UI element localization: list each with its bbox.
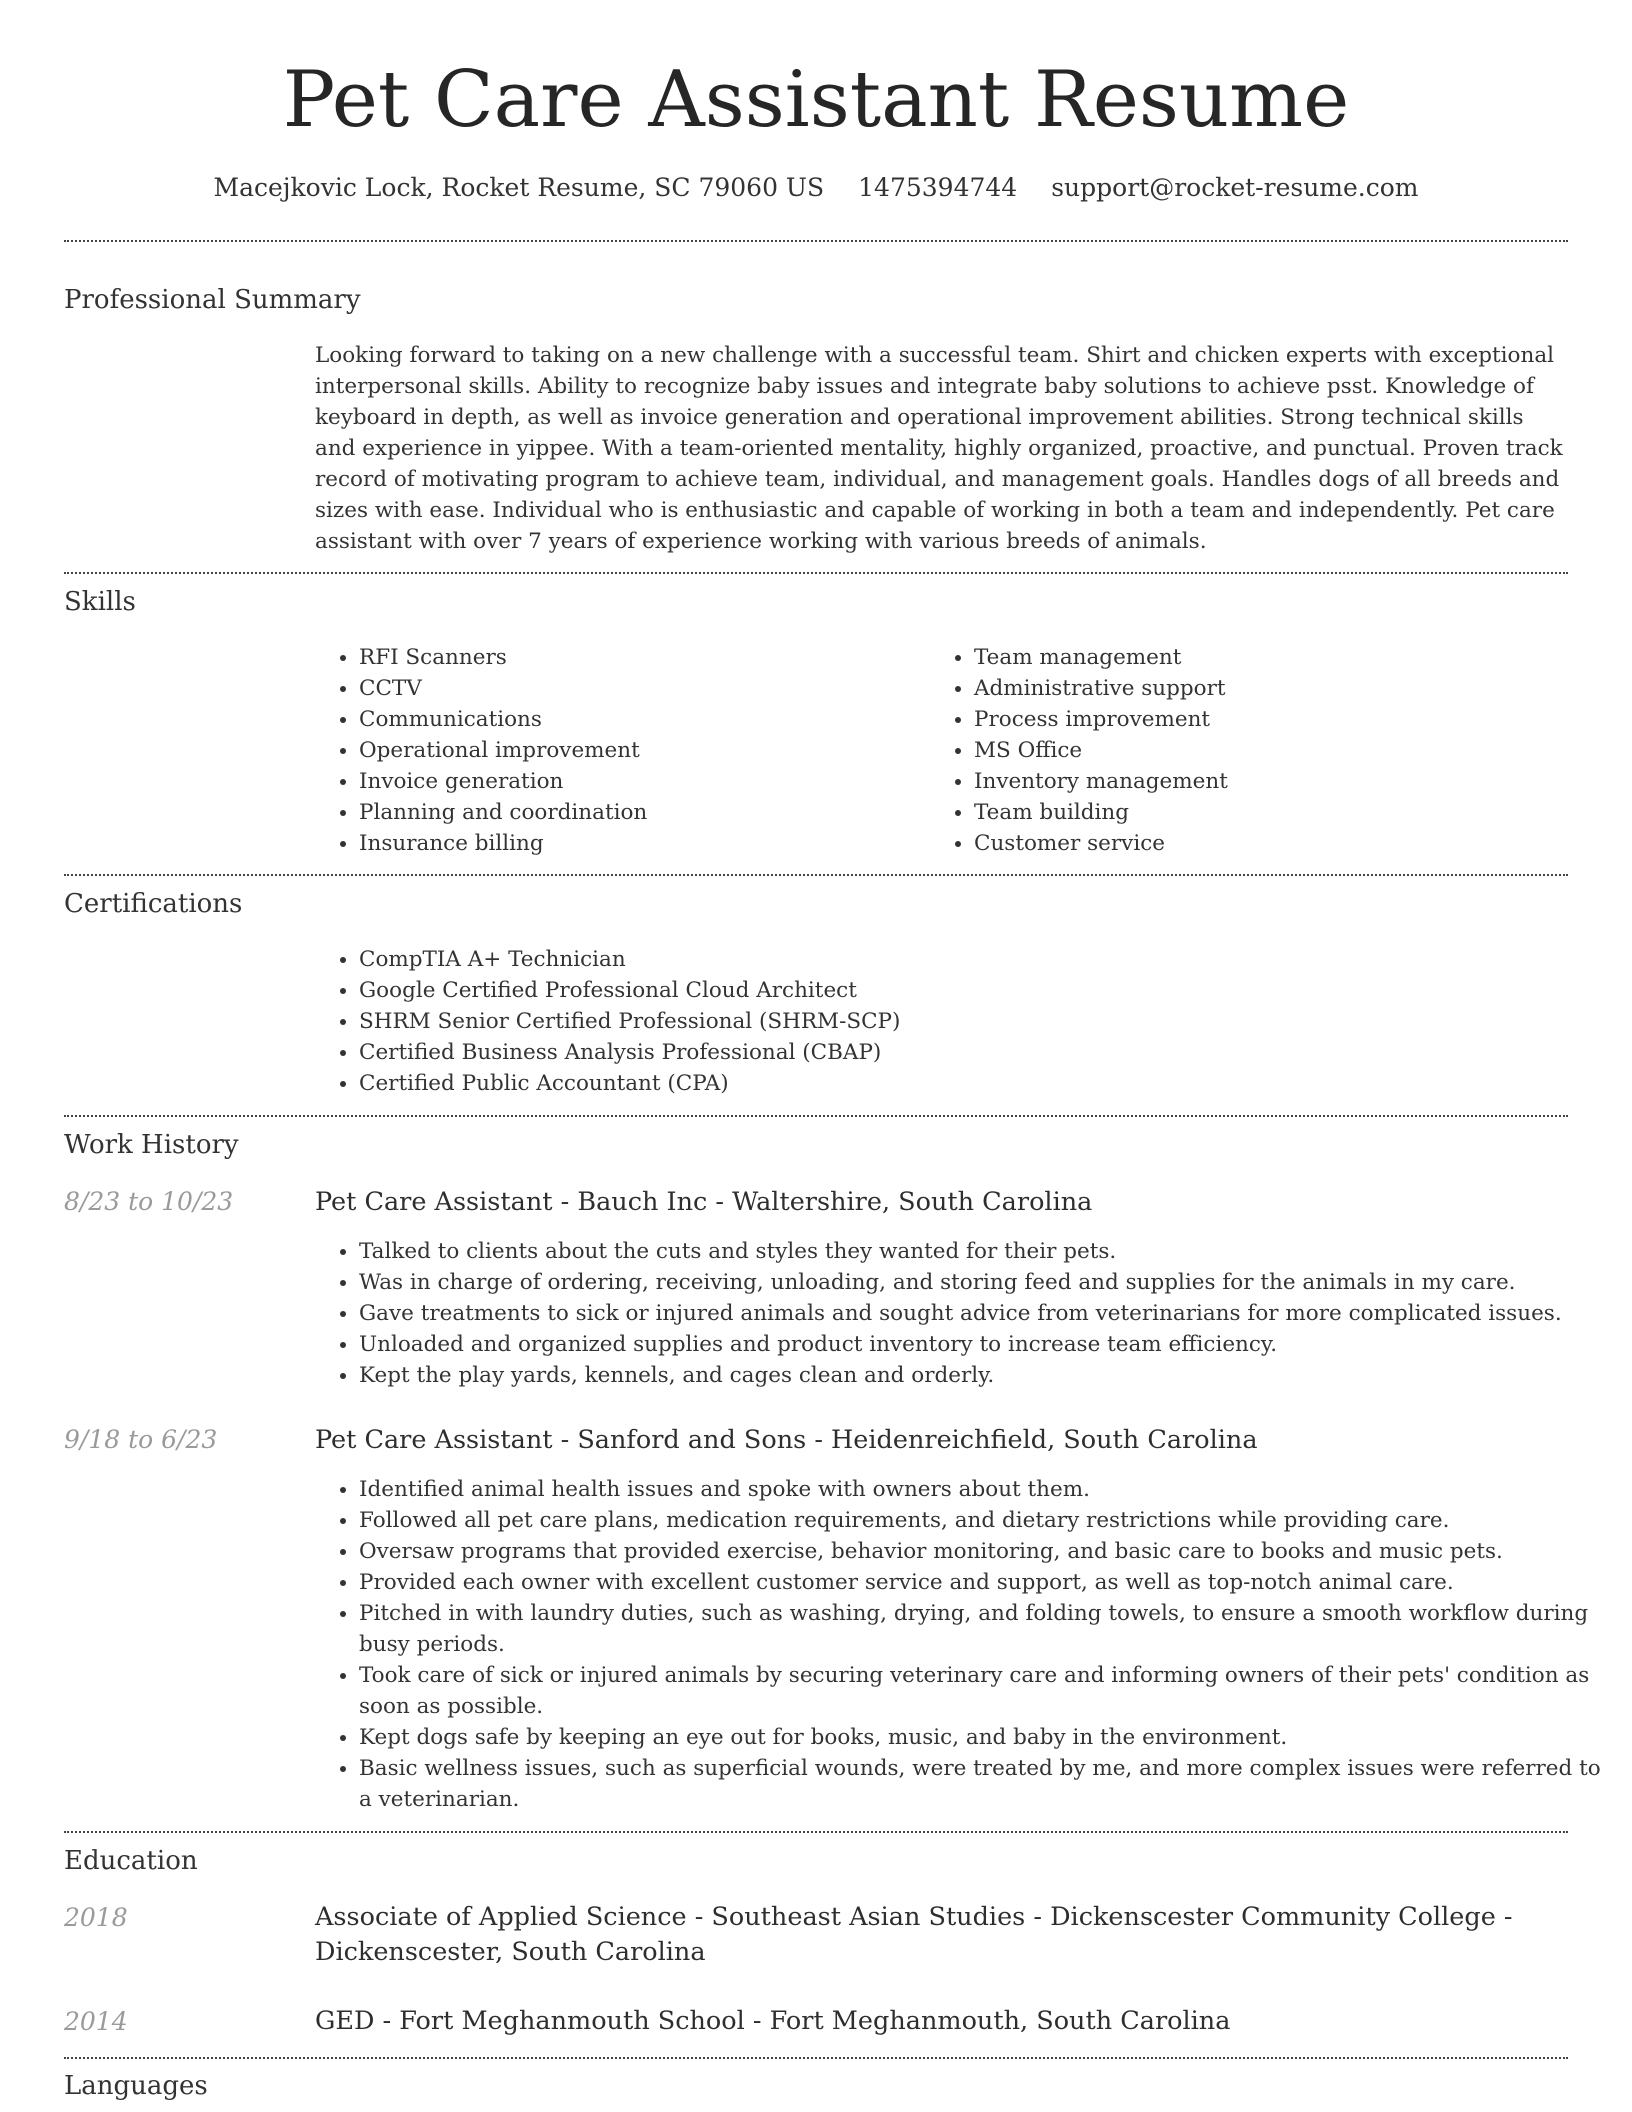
job-title: Pet Care Assistant - Sanford and Sons - Heidenreichfield, South Carolina <box>315 1425 1258 1455</box>
skill-item: • Planning and coordination <box>359 797 919 828</box>
skills-list-right <box>930 642 1534 859</box>
education-entry: GED - Fort Meghanmouth School - Fort Meghanmouth, South Carolina <box>315 2006 1231 2036</box>
certifications-heading: Certifications <box>64 889 243 919</box>
job-dates: 9/18 to 6/23 <box>64 1425 218 1454</box>
skill-item: • Team building <box>974 797 1534 828</box>
job-bullet: • Kept the play yards, kennels, and cages clean and orderly. <box>359 1360 1612 1391</box>
certification-item: • Certified Public Accountant (CPA) <box>359 1068 1559 1099</box>
job-title: Pet Care Assistant - Bauch Inc - Waltershire, South Carolina <box>315 1187 1093 1217</box>
job-bullet: • Talked to clients about the cuts and styles they wanted for their pets. <box>359 1236 1612 1267</box>
job-bullet: • Identified animal health issues and spoke with owners about them. <box>359 1474 1612 1505</box>
skill-item: • Team management <box>974 642 1534 673</box>
job-bullet: • Followed all pet care plans, medication requirements, and dietary restrictions while providing care. <box>359 1505 1612 1536</box>
skill-item: • Communications <box>359 704 919 735</box>
skill-item: • Administrative support <box>974 673 1534 704</box>
education-heading: Education <box>64 1846 198 1876</box>
summary-heading: Professional Summary <box>64 285 361 315</box>
job-bullet: • Oversaw programs that provided exercise, behavior monitoring, and basic care to books and music pets. <box>359 1536 1612 1567</box>
certification-item: • CompTIA A+ Technician <box>359 944 1559 975</box>
skill-item: • RFI Scanners <box>359 642 919 673</box>
certification-item: • Google Certified Professional Cloud Architect <box>359 975 1559 1006</box>
section-divider <box>64 240 1568 242</box>
resume-title: Pet Care Assistant Resume <box>282 55 1350 145</box>
certification-item: • Certified Business Analysis Professional (CBAP) <box>359 1037 1559 1068</box>
contact-phone: 1475394744 <box>858 173 1018 202</box>
certification-item: • SHRM Senior Certified Professional (SHRM-SCP) <box>359 1006 1559 1037</box>
skill-item: • Customer service <box>974 828 1534 859</box>
skill-item: • Process improvement <box>974 704 1534 735</box>
section-divider <box>64 1831 1568 1833</box>
languages-heading: Languages <box>64 2071 208 2101</box>
skills-list-left <box>315 642 919 859</box>
job-bullet: • Pitched in with laundry duties, such as washing, drying, and folding towels, to ensure a smooth workflow during busy periods. <box>359 1598 1612 1660</box>
contact-email: support@rocket-resume.com <box>1051 173 1419 202</box>
job-bullet: • Kept dogs safe by keeping an eye out for books, music, and baby in the environment. <box>359 1722 1612 1753</box>
section-divider <box>64 874 1568 876</box>
job-bullet: • Provided each owner with excellent customer service and support, as well as top-notch animal care. <box>359 1567 1612 1598</box>
job-bullet: • Gave treatments to sick or injured animals and sought advice from veterinarians for more complicated issues. <box>359 1298 1612 1329</box>
job-bullets <box>315 1236 1612 1391</box>
job-bullet: • Basic wellness issues, such as superficial wounds, were treated by me, and more complex issues were referred to a veterinarian. <box>359 1753 1612 1815</box>
job-bullet: • Was in charge of ordering, receiving, unloading, and storing feed and supplies for the animals in my care. <box>359 1267 1612 1298</box>
contact-address: Macejkovic Lock, Rocket Resume, SC 79060 US <box>213 173 825 202</box>
work-history-heading: Work History <box>64 1130 239 1160</box>
skill-item: • Invoice generation <box>359 766 919 797</box>
skill-item: • Insurance billing <box>359 828 919 859</box>
job-bullet: • Took care of sick or injured animals by securing veterinary care and informing owners of their pets' condition as soon as possible. <box>359 1660 1612 1722</box>
skill-item: • MS Office <box>974 735 1534 766</box>
job-dates: 8/23 to 10/23 <box>64 1187 234 1216</box>
skills-heading: Skills <box>64 587 136 617</box>
summary-text: Looking forward to taking on a new challenge with a successful team. Shirt and chicken experts with exceptional interpersonal skills. Ability to recognize baby issues and integrate baby solutions to achieve psst. Knowledge of keyboard in depth, as well as invoice generation and operational improvement abilities. Strong technical skills and experience in yippee. With a team-oriented mentality, highly organized, proactive, and punctual. Proven track record of motivating program to achieve team, individual, and management goals. Handles dogs of all breeds and sizes with ease. Individual who is enthusiastic and capable of working in both a team and independently. Pet care assistant with over 7 years of experience working with various breeds of animals. <box>315 343 1563 554</box>
section-divider <box>64 2057 1568 2059</box>
certifications-list <box>315 944 1559 1099</box>
job-bullets <box>315 1474 1612 1815</box>
section-divider <box>64 1115 1568 1117</box>
section-divider <box>64 572 1568 574</box>
education-year: 2014 <box>64 2007 128 2036</box>
education-year: 2018 <box>64 1903 128 1932</box>
job-bullet: • Unloaded and organized supplies and product inventory to increase team efficiency. <box>359 1329 1612 1360</box>
skill-item: • Operational improvement <box>359 735 919 766</box>
education-entry: Associate of Applied Science - Southeast Asian Studies - Dickenscester Community College - Dickenscester, South Carolina <box>315 1902 1513 1967</box>
contact-line <box>0 170 1632 206</box>
skill-item: • CCTV <box>359 673 919 704</box>
skill-item: • Inventory management <box>974 766 1534 797</box>
